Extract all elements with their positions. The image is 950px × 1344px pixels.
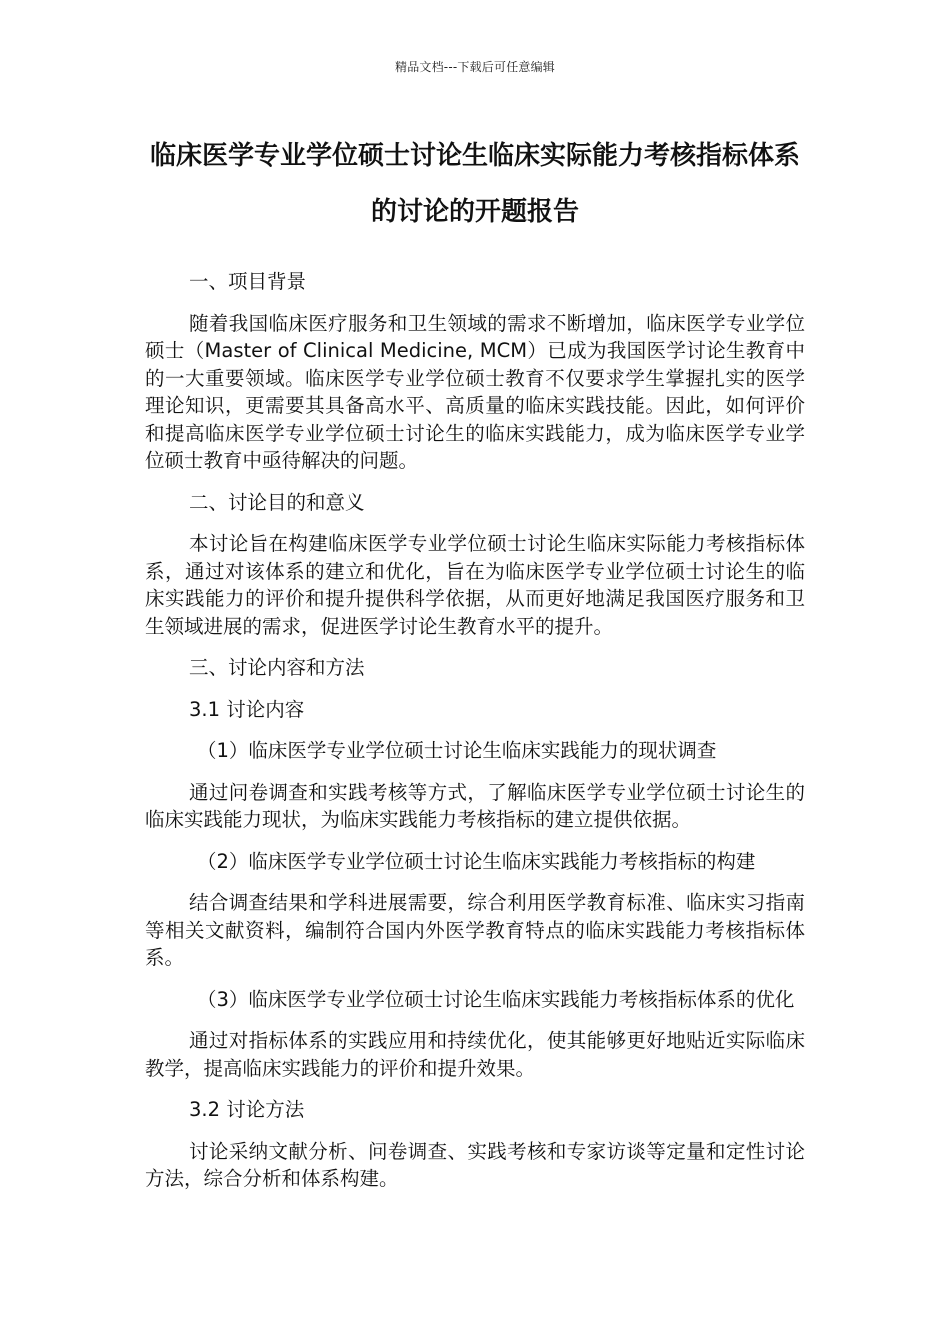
item-paragraph-2: 结合调查结果和学科进展需要，综合利用医学教育标准、临床实习指南等相关文献资料，编制符合国内外医学教育特点的临床实践能力考核指标体系。 xyxy=(145,891,805,969)
item-paragraph-3: 通过对指标体系的实践应用和持续优化，使其能够更好地贴近实际临床教学，提高临床实践能力的评价和提升效果。 xyxy=(145,1029,805,1080)
item-heading-2: （2）临床医学专业学位硕士讨论生临床实践能力考核指标的构建 xyxy=(197,849,756,873)
paragraph-method: 讨论采纳文献分析、问卷调查、实践考核和专家访谈等定量和定性讨论方法，综合分析和体系构建。 xyxy=(145,1139,805,1190)
subsection-heading-method: 3.2 讨论方法 xyxy=(189,1098,305,1121)
section-heading-background: 一、项目背景 xyxy=(189,270,307,293)
item-paragraph-1: 通过问卷调查和实践考核等方式，了解临床医学专业学位硕士讨论生的临床实践能力现状，为临床实践能力考核指标的建立提供依据。 xyxy=(145,780,805,831)
document-title: 临床医学专业学位硕士讨论生临床实际能力考核指标体系的讨论的开题报告 xyxy=(149,141,800,227)
section-heading-content-method: 三、讨论内容和方法 xyxy=(189,656,365,679)
paragraph-background: 随着我国临床医疗服务和卫生领域的需求不断增加，临床医学专业学位硕士（Master of Clinical Medicine, MCM）已成为我国医学讨论生教育中的一大重要领域。临床医学专业学位硕士教育不仅要求学生掌握扎实的医学理论知识，更需要其具备高水平、高质量的临床实践技能。因此，如何评价和提高临床医学专业学位硕士讨论生的临床实践能力，成为临床医学专业学位硕士教育中亟待解决的问题。 xyxy=(145,311,805,472)
item-heading-3: （3）临床医学专业学位硕士讨论生临床实践能力考核指标体系的优化 xyxy=(197,987,795,1011)
document-body xyxy=(145,268,805,1193)
item-heading-1: （1）临床医学专业学位硕士讨论生临床实践能力的现状调查 xyxy=(197,739,717,762)
subsection-heading-content: 3.1 讨论内容 xyxy=(189,697,305,721)
paragraph-purpose: 本讨论旨在构建临床医学专业学位硕士讨论生临床实际能力考核指标体系，通过对该体系的建立和优化，旨在为临床医学专业学位硕士讨论生的临床实践能力的评价和提升提供科学依据，从而更好地满足我国医疗服务和卫生领域进展的需求，促进医学讨论生教育水平的提升。 xyxy=(145,532,805,638)
header-note: 精品文档---下载后可任意编辑 xyxy=(395,60,555,74)
section-heading-purpose: 二、讨论目的和意义 xyxy=(189,490,365,514)
